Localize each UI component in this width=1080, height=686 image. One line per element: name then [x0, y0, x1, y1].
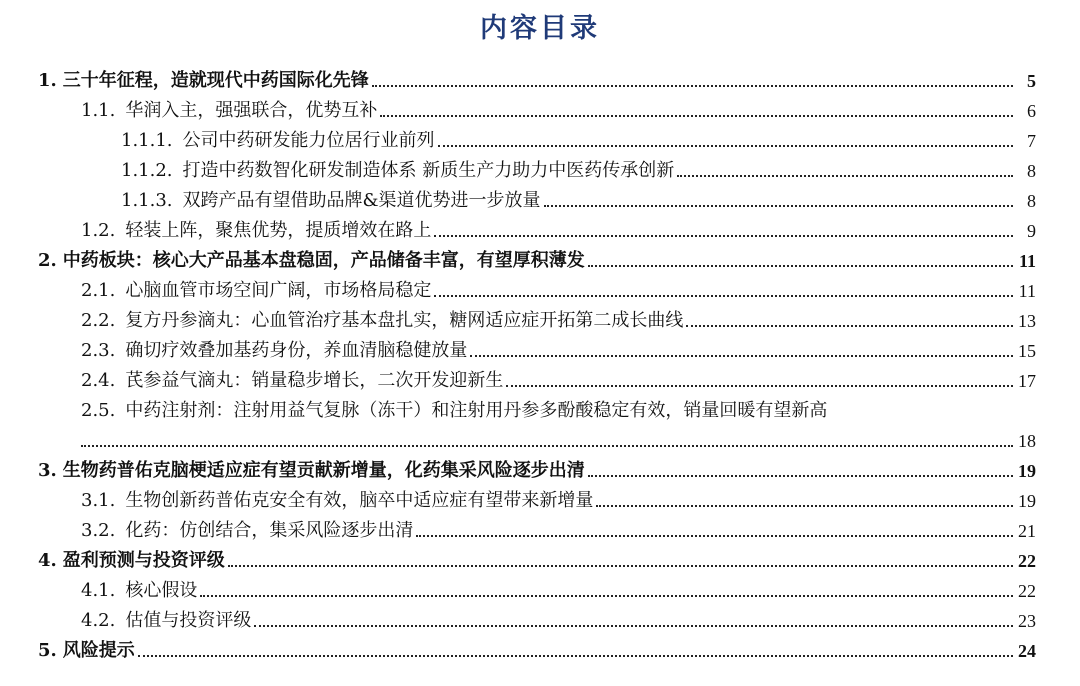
toc-entry-title: 轻装上阵，聚焦优势，提质增效在路上 — [125, 220, 432, 241]
toc-entry-title: 复方丹参滴丸：心血管治疗基本盘扎实，糖网适应症开拓第二成长曲线 — [125, 310, 684, 331]
toc-entry[interactable] — [38, 212, 1036, 242]
toc-entry[interactable] — [38, 302, 1036, 332]
dot-leader — [380, 115, 1013, 117]
toc-entry-title: 公司中药研发能力位居行业前列 — [182, 130, 435, 151]
dot-leader — [677, 175, 1013, 177]
toc-heading: 内容目录 — [480, 13, 600, 44]
toc-entry[interactable] — [38, 152, 1036, 182]
toc-entry-page: 21 — [1018, 521, 1036, 541]
toc-entry-number: 3.2. — [81, 520, 116, 541]
toc-entry-number: 2.4. — [81, 370, 116, 391]
dot-leader — [254, 625, 1013, 627]
toc-entry[interactable] — [38, 122, 1036, 152]
toc-entry-number: 3. — [38, 460, 57, 481]
toc-entry[interactable] — [38, 332, 1036, 362]
toc-entry-number: 4.2. — [81, 610, 116, 631]
toc-entry-number: 1.1. — [81, 100, 116, 121]
dot-leader — [544, 205, 1013, 207]
toc-entry-page: 9 — [1027, 221, 1036, 241]
dot-leader — [81, 445, 1013, 447]
toc-entry-number: 3.1. — [81, 490, 116, 511]
toc-entry-page: 18 — [1018, 431, 1036, 451]
toc-entry-number: 1.1.1. — [121, 130, 173, 151]
toc-entry-page: 17 — [1018, 371, 1036, 391]
toc-entry-title: 估值与投资评级 — [125, 610, 252, 631]
dot-leader — [588, 265, 1013, 267]
toc-entry-title: 华润入主，强强联合，优势互补 — [125, 100, 378, 121]
dot-leader — [438, 145, 1013, 147]
toc-entry-title: 中药板块：核心大产品基本盘稳固，产品储备丰富，有望厚积薄发 — [62, 250, 585, 271]
toc-entry-title: 心脑血管市场空间广阔，市场格局稳定 — [125, 280, 432, 301]
toc-entry-title: 核心假设 — [125, 580, 198, 601]
toc-entry[interactable] — [38, 452, 1036, 482]
toc-entry[interactable] — [38, 92, 1036, 122]
toc-entry[interactable] — [38, 62, 1036, 92]
toc-entry-page: 22 — [1018, 581, 1036, 601]
toc-entry[interactable] — [38, 572, 1036, 602]
toc-entry[interactable] — [38, 542, 1036, 572]
toc-entry-continuation[interactable] — [38, 422, 1036, 452]
toc-entry-page: 13 — [1018, 311, 1036, 331]
toc-entry-title: 芪参益气滴丸：销量稳步增长，二次开发迎新生 — [125, 370, 504, 391]
toc-entry-page: 11 — [1018, 251, 1036, 271]
toc-entry-page: 19 — [1018, 491, 1036, 511]
toc-entry-page: 5 — [1027, 71, 1036, 91]
toc-entry-title: 生物创新药普佑克安全有效，脑卒中适应症有望带来新增量 — [125, 490, 594, 511]
toc-entry[interactable] — [38, 632, 1036, 662]
toc-entry-title: 化药：仿创结合，集采风险逐步出清 — [125, 520, 414, 541]
dot-leader — [596, 505, 1013, 507]
toc-entry-number: 4. — [38, 550, 57, 571]
toc-entry-page: 15 — [1018, 341, 1036, 361]
dot-leader — [686, 325, 1013, 327]
toc-entry-number: 1.2. — [81, 220, 116, 241]
toc-entry[interactable] — [38, 272, 1036, 302]
toc-entry-title: 生物药普佑克脑梗适应症有望贡献新增量，化药集采风险逐步出清 — [62, 460, 585, 481]
toc-entry-title: 确切疗效叠加基药身份，养血清脑稳健放量 — [125, 340, 468, 361]
toc-entry[interactable] — [38, 602, 1036, 632]
toc-entry-title: 三十年征程，造就现代中药国际化先锋 — [62, 70, 369, 91]
toc-entry[interactable] — [38, 482, 1036, 512]
toc-entry-page: 8 — [1027, 191, 1036, 211]
toc-entry-number: 2. — [38, 250, 57, 271]
dot-leader — [200, 595, 1013, 597]
toc-entry-page: 24 — [1018, 641, 1036, 661]
dot-leader — [228, 565, 1013, 567]
toc-entry-page: 19 — [1018, 461, 1036, 481]
toc-entry-title: 中药注射剂：注射用益气复脉（冻干）和注射用丹参多酚酸稳定有效，销量回暖有望新高 — [125, 400, 828, 421]
toc-entry-title: 盈利预测与投资评级 — [62, 550, 225, 571]
toc-entry-number: 2.1. — [81, 280, 116, 301]
toc-entry-page: 7 — [1027, 131, 1036, 151]
toc-entry-number: 2.2. — [81, 310, 116, 331]
dot-leader — [506, 385, 1013, 387]
toc-entry-number: 2.3. — [81, 340, 116, 361]
toc-entry-number: 1.1.2. — [121, 160, 173, 181]
dot-leader — [416, 535, 1013, 537]
toc-entry-page: 6 — [1027, 101, 1036, 121]
toc-entry-title: 双跨产品有望借助品牌&渠道优势进一步放量 — [182, 190, 541, 211]
dot-leader — [372, 85, 1013, 87]
toc-entry-title: 打造中药数智化研发制造体系 新质生产力助力中医药传承创新 — [182, 160, 675, 181]
toc-entry[interactable] — [38, 392, 1036, 422]
dot-leader — [434, 295, 1013, 297]
toc-entry[interactable] — [38, 512, 1036, 542]
toc-entry-number: 2.5. — [81, 400, 116, 421]
toc-entry-page: 11 — [1018, 281, 1036, 301]
toc-entry-page: 22 — [1018, 551, 1036, 571]
toc-entry-number: 4.1. — [81, 580, 116, 601]
toc-entry[interactable] — [38, 182, 1036, 212]
toc-entry-number: 5. — [38, 640, 57, 661]
dot-leader — [434, 235, 1013, 237]
toc-entry-number: 1.1.3. — [121, 190, 173, 211]
toc-entry[interactable] — [38, 362, 1036, 392]
table-of-contents — [38, 62, 1036, 662]
toc-entry-page: 8 — [1027, 161, 1036, 181]
toc-entry-number: 1. — [38, 70, 57, 91]
toc-entry[interactable] — [38, 242, 1036, 272]
toc-entry-page: 23 — [1018, 611, 1036, 631]
dot-leader — [470, 355, 1013, 357]
toc-entry-title: 风险提示 — [62, 640, 135, 661]
dot-leader — [138, 655, 1013, 657]
dot-leader — [588, 475, 1013, 477]
